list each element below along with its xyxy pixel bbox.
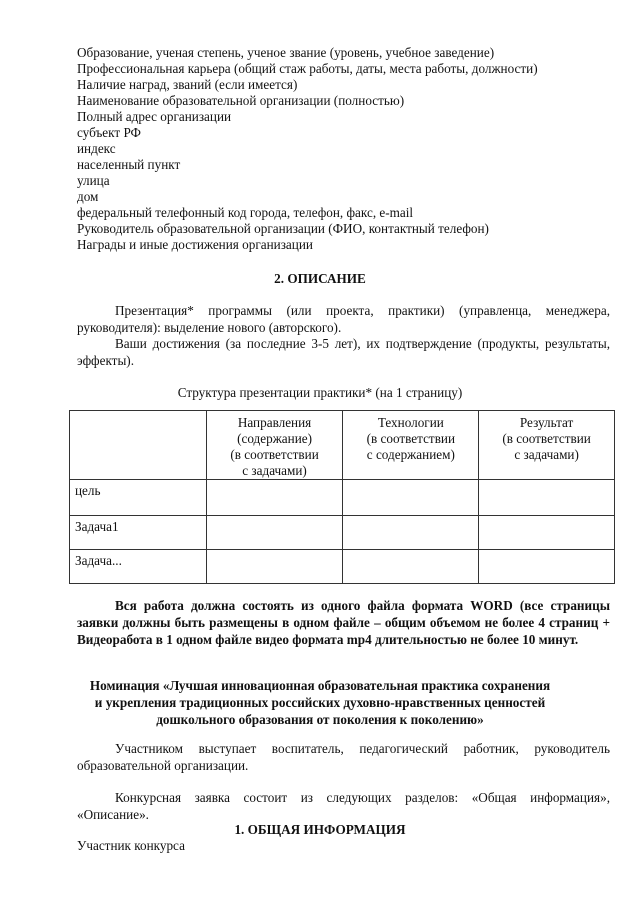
submission-notice-text: Вся работа должна состоять из одного файла формата WORD (все страницы заявки должны быть размещены в одном файле – общим объемом не более 4 страниц + Видеоработа в 1 одном файле видео формата mp4 длительностью не более 10 минут. [77,598,610,647]
participant-paragraph [77,741,610,774]
section-2-heading: 2. ОПИСАНИЕ [274,271,366,286]
field-org-achievements: Награды и иные достижения организации [77,237,313,252]
nomination-line-1: Номинация «Лучшая инновационная образовательная практика сохранения [89,678,551,693]
table-caption: Структура презентации практики* (на 1 страницу) [177,385,463,400]
field-phone: федеральный телефонный код города, телефон, факс, e-mail [77,205,414,220]
table-cell[interactable] [206,550,343,584]
header-result: Результат (в соответствии с задачами) [479,411,615,480]
presentation-text: Презентация* программы (или проекта, практики) (управленца, менеджера, руководителя): выделение нового (авторского). [77,303,610,335]
presentation-paragraph [77,303,610,336]
nomination-title [0,677,640,728]
field-street: улица [77,173,110,188]
field-career: Профессиональная карьера (общий стаж работы, даты, места работы, должности) [77,61,538,76]
field-director: Руководитель образовательной организации (ФИО, контактный телефон) [77,221,489,236]
table-row [70,516,615,550]
table-cell[interactable] [479,480,615,516]
field-org-name: Наименование образовательной организации (полностью) [77,93,405,108]
table-row [70,550,615,584]
nomination-line-2: и укрепления традиционных российских духовно-нравственных ценностей [94,695,546,710]
practice-structure-table [69,410,615,584]
field-education: Образование, ученая степень, ученое звание (уровень, учебное заведение) [77,45,495,60]
row-label-task-more: Задача... [70,550,207,584]
table-header-row [70,411,615,480]
table-cell[interactable] [206,516,343,550]
header-directions: Направления (содержание) (в соответствии с задачами) [206,411,343,480]
field-index: индекс [77,141,116,156]
achievements-paragraph [77,336,610,369]
table-cell[interactable] [206,480,343,516]
table-cell[interactable] [479,550,615,584]
table-row [70,480,615,516]
field-settlement: населенный пункт [77,157,181,172]
submission-notice [77,597,610,648]
field-region: субъект РФ [77,125,141,140]
table-cell[interactable] [343,550,479,584]
field-org-address: Полный адрес организации [77,109,232,124]
header-technologies: Технологии (в соответствии с содержанием) [343,411,479,480]
achievements-text: Ваши достижения (за последние 3-5 лет), их подтверждение (продукты, результаты, эффекты). [77,336,610,368]
table-cell[interactable] [479,516,615,550]
section-1-heading: 1. ОБЩАЯ ИНФОРМАЦИЯ [234,822,406,837]
table-cell[interactable] [343,480,479,516]
sections-paragraph [77,790,610,823]
participant-text: Участником выступает воспитатель, педагогический работник, руководитель образовательной организации. [77,741,610,773]
participant-label: Участник конкурса [77,838,185,853]
nomination-line-3: дошкольного образования от поколения к поколению» [156,712,484,727]
table-cell[interactable] [343,516,479,550]
sections-text: Конкурсная заявка состоит из следующих разделов: «Общая информация», «Описание». [77,790,610,822]
field-awards: Наличие наград, званий (если имеется) [77,77,298,92]
row-label-goal: цель [70,480,207,516]
header-empty-cell [70,411,207,480]
field-house: дом [77,189,99,204]
row-label-task1: Задача1 [70,516,207,550]
